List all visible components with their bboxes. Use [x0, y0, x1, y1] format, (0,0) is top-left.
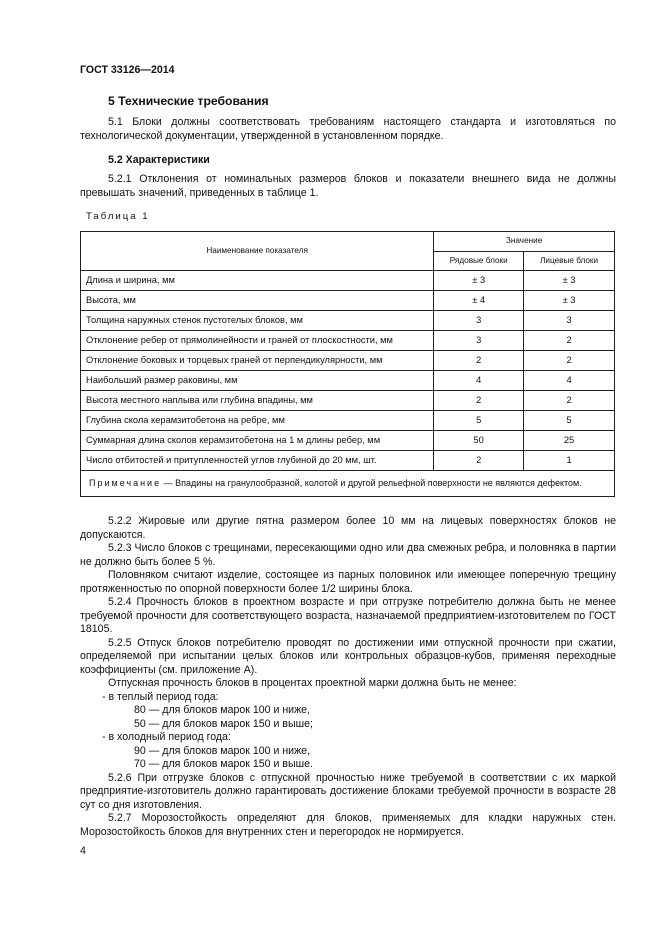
row-name: Число отбитостей и притупленностей углов глубиной до 20 мм, шт.	[81, 451, 434, 471]
row-value-ordinary: 2	[434, 351, 524, 371]
column-header-facing: Лицевые блоки	[524, 252, 615, 271]
paragraph-5-2-6: 5.2.6 При отгрузке блоков с отпускной прочностью ниже требуемой в соответствии с их маркой предприятие-изготовитель должно гарантировать достижение блоками требуемой прочности в возрасте 28 сут со дня изготовления.	[80, 771, 616, 811]
table-row	[81, 331, 615, 351]
table-row	[81, 411, 615, 431]
row-value-ordinary: 2	[434, 451, 524, 471]
row-name: Глубина скола керамзитобетона на ребре, мм	[81, 411, 434, 431]
requirements-body	[80, 515, 616, 839]
list-item-warm-period: - в теплый период года:	[102, 690, 219, 703]
row-value-ordinary: 2	[434, 391, 524, 411]
section-title: 5 Технические требования	[108, 94, 269, 108]
row-value-ordinary: 50	[434, 431, 524, 451]
column-header-ordinary: Рядовые блоки	[434, 252, 524, 271]
row-value-ordinary: 5	[434, 411, 524, 431]
row-name: Высота местного наплыва или глубина впадины, мм	[81, 391, 434, 411]
row-value-facing: 2	[524, 351, 615, 371]
row-value-ordinary: 4	[434, 371, 524, 391]
row-name: Отклонение боковых и торцевых граней от перпендикулярности, мм	[81, 351, 434, 371]
table-caption: Таблица 1	[86, 211, 150, 222]
table-row	[81, 451, 615, 471]
list-item-cold-1: 90 — для блоков марок 100 и ниже,	[134, 744, 311, 757]
row-value-facing: 1	[524, 451, 615, 471]
row-name: Суммарная длина сколов керамзитобетона на 1 м длины ребер, мм	[81, 431, 434, 451]
paragraph-5-2-3: 5.2.3 Число блоков с трещинами, пересекающими одно или два смежных ребра, и половняка в партии не должно быть более 5 %.	[80, 542, 616, 568]
row-value-ordinary: 3	[434, 311, 524, 331]
paragraph-5-2-1: 5.2.1 Отклонения от номинальных размеров блоков и показатели внешнего вида не должны превышать значений, приведенных в таблице 1.	[80, 173, 616, 199]
list-item-warm-2: 50 — для блоков марок 150 и выше;	[134, 717, 313, 730]
row-value-ordinary: ± 4	[434, 291, 524, 311]
list-item-cold-period: - в холодный период года:	[102, 731, 231, 743]
row-value-facing: 3	[524, 311, 615, 331]
table-row	[81, 391, 615, 411]
table-row	[81, 271, 615, 291]
note-text: — Впадины на гранулообразной, колотой и другой рельефной поверхности не являются дефектом.	[161, 478, 582, 489]
paragraph-release-strength: Отпускная прочность блоков в процентах проектной марки должна быть не менее:	[108, 677, 517, 689]
table-row	[81, 351, 615, 371]
paragraph-half-block: Половняком считают изделие, состоящее из парных половинок или имеющее поперечную трещину протяженностью по опорной поверхности более 1/2 ширины блока.	[80, 569, 616, 595]
list-item-warm-1: 80 — для блоков марок 100 и ниже,	[134, 704, 311, 716]
subsection-heading-5-2: 5.2 Характеристики	[108, 154, 210, 166]
paragraph-5-2-2: 5.2.2 Жировые или другие пятна размером более 10 мм на лицевых поверхностях блоков не допускаются.	[80, 515, 616, 541]
row-value-facing: ± 3	[524, 291, 615, 311]
paragraph-5-2-4: 5.2.4 Прочность блоков в проектном возрасте и при отгрузке потребителю должна быть не менее требуемой прочности для соответствующего возраста, назначаемой предприятием-изготовителем по ГОСТ 18105.	[80, 596, 616, 635]
row-value-facing: 2	[524, 391, 615, 411]
table-row	[81, 371, 615, 391]
row-value-ordinary: 3	[434, 331, 524, 351]
row-name: Отклонение ребер от прямолинейности и граней от плоскостности, мм	[81, 331, 434, 351]
page-number: 4	[80, 845, 86, 857]
note-label: Примечание	[89, 478, 162, 489]
table-note-row	[81, 471, 615, 497]
table-row	[81, 431, 615, 451]
table-note	[81, 471, 615, 497]
table-row	[81, 311, 615, 331]
standard-header: ГОСТ 33126—2014	[80, 64, 175, 76]
row-name: Длина и ширина, мм	[81, 271, 434, 291]
row-value-ordinary: ± 3	[434, 271, 524, 291]
row-value-facing: 25	[524, 431, 615, 451]
row-value-facing: 4	[524, 371, 615, 391]
paragraph-5-2-5: 5.2.5 Отпуск блоков потребителю проводят по достижении ими отпускной прочности при сжатии, определяемой при испытании целых блоков или контрольных образцов-кубов, применяя переходные коэффициенты (см. приложение А).	[80, 636, 616, 676]
list-item-cold-2: 70 — для блоков марок 150 и выше.	[134, 758, 313, 770]
characteristics-table	[80, 231, 615, 497]
paragraph-5-1: 5.1 Блоки должны соответствовать требованиям настоящего стандарта и изготовляться по технологической документации, утвержденной в установленном порядке.	[80, 116, 616, 142]
paragraph-5-2-7: 5.2.7 Морозостойкость определяют для блоков, применяемых для кладки наружных стен. Морозостойкость блоков для внутренних стен и перегородок не нормируется.	[80, 812, 616, 838]
row-name: Наибольший размер раковины, мм	[81, 371, 434, 391]
row-name: Толщина наружных стенок пустотелых блоков, мм	[81, 311, 434, 331]
row-value-facing: 2	[524, 331, 615, 351]
column-header-name: Наименование показателя	[81, 232, 434, 271]
row-value-facing: ± 3	[524, 271, 615, 291]
row-value-facing: 5	[524, 411, 615, 431]
row-name: Высота, мм	[81, 291, 434, 311]
column-header-value: Значение	[434, 232, 615, 252]
table-row	[81, 291, 615, 311]
